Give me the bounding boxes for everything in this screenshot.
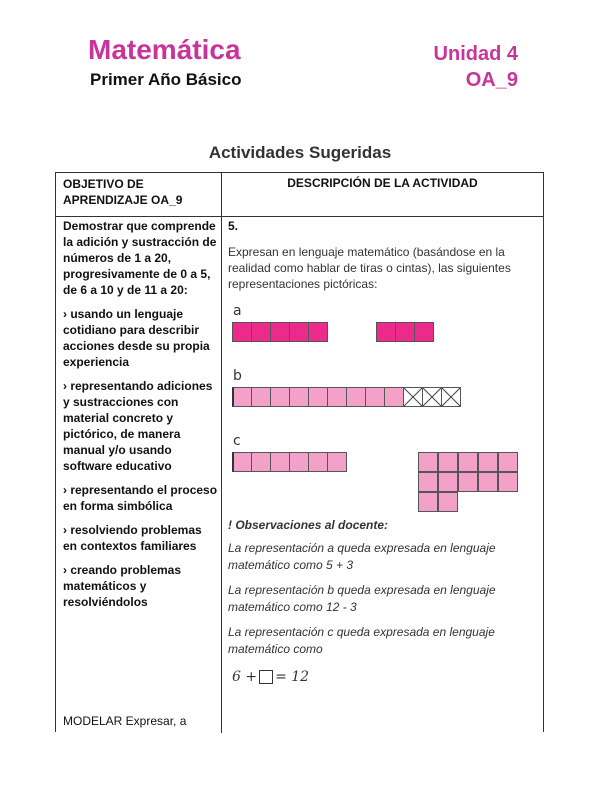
strip-cell (270, 322, 290, 342)
strip-cell (384, 387, 404, 407)
cross-icon (423, 388, 441, 406)
crossed-cell (403, 387, 423, 407)
rep-label-b: b (233, 368, 242, 384)
activity-number: 5. (228, 219, 239, 233)
grid-cell (438, 492, 458, 512)
objective-item: › representando adiciones y sustracciones con material concreto y pictórico, de manera manual y/o usando software educativo (63, 379, 213, 473)
objective-main: Demostrar que comprende la adición y sustracción de números de 1 a 20, progresivamente de 0 a 5, de 6 a 10 y de 11 a 20: (63, 219, 217, 297)
strip-cell (232, 322, 252, 342)
rep-label-a: a (233, 303, 242, 319)
equation-blank-box (259, 670, 273, 684)
strip-cell (346, 387, 366, 407)
strip-cell (308, 322, 328, 342)
strip-cell (327, 387, 347, 407)
grid-cell (418, 492, 438, 512)
observation-b: La representación b queda expresada en lenguaje matemático como 12 - 3 (228, 583, 496, 614)
strip-cell (308, 452, 328, 472)
strip-cell (376, 322, 396, 342)
crossed-cell (422, 387, 442, 407)
observations-title: ! Observaciones al docente: (228, 518, 389, 532)
strip-cell (289, 387, 309, 407)
col-header-objective: OBJETIVO DE APRENDIZAJE OA_9 (63, 177, 183, 207)
strip-cell (251, 322, 271, 342)
strip-cell (365, 387, 385, 407)
grid-cell (498, 472, 518, 492)
strip-cell (395, 322, 415, 342)
grid-cell (458, 472, 478, 492)
activity-cell (228, 218, 538, 685)
strip-cell (270, 452, 290, 472)
objective-footer: MODELAR Expresar, a (63, 714, 187, 728)
col-header-description: DESCRIPCIÓN DE LA ACTIVIDAD (287, 176, 478, 190)
rep-label-c: c (233, 433, 241, 449)
objective-item: › creando problemas matemáticos y resolviéndolos (63, 563, 182, 609)
strip-cell (308, 387, 328, 407)
strip-cell (414, 322, 434, 342)
grade-subtitle: Primer Año Básico (90, 70, 242, 89)
activity-table (55, 172, 544, 732)
crossed-cell (441, 387, 461, 407)
strip-cell (327, 452, 347, 472)
equation-right: = 12 (275, 669, 310, 685)
grid-cell (478, 472, 498, 492)
rep-a-strip-5 (232, 322, 328, 342)
section-title: Actividades Sugeridas (208, 143, 392, 162)
unit-label: Unidad 4 (433, 43, 518, 65)
equation-left: 6 + (232, 669, 258, 685)
strip-cell (232, 387, 252, 407)
rep-c-strip-6 (232, 452, 347, 472)
strip-cell (289, 452, 309, 472)
rep-b-strip-12 (232, 387, 461, 407)
objective-item: › resolviendo problemas en contextos familiares (63, 523, 202, 553)
header-divider (56, 216, 543, 217)
grid-cell (478, 452, 498, 472)
objective-item: › usando un lenguaje cotidiano para describir acciones desde su propia experiencia (63, 307, 210, 369)
grid-cell (438, 452, 458, 472)
objective-item: › representando el proceso en forma simbólica (63, 483, 218, 513)
strip-cell (232, 452, 252, 472)
grid-cell (438, 472, 458, 492)
column-divider (221, 173, 222, 733)
observation-a: La representación a queda expresada en lenguaje matemático como 5 + 3 (228, 541, 496, 572)
cross-icon (404, 388, 422, 406)
strip-cell (289, 322, 309, 342)
objective-code: OA_9 (465, 69, 518, 91)
grid-cell (418, 452, 438, 472)
strip-cell (251, 452, 271, 472)
grid-cell (498, 452, 518, 472)
strip-cell (270, 387, 290, 407)
rep-a-strip-3 (376, 322, 434, 342)
subject-title: Matemática (88, 34, 241, 65)
rep-c-grid-12 (418, 452, 518, 512)
activity-description: Expresan en lenguaje matemático (basándose en la realidad como hablar de tiras o cintas), las siguientes representaciones pictóricas: (228, 245, 511, 291)
grid-cell (458, 452, 478, 472)
strip-cell (251, 387, 271, 407)
grid-cell (418, 472, 438, 492)
objective-cell (63, 218, 218, 618)
observation-c: La representación c queda expresada en lenguaje matemático como (228, 625, 495, 656)
equation (232, 669, 309, 685)
cross-icon (442, 388, 460, 406)
